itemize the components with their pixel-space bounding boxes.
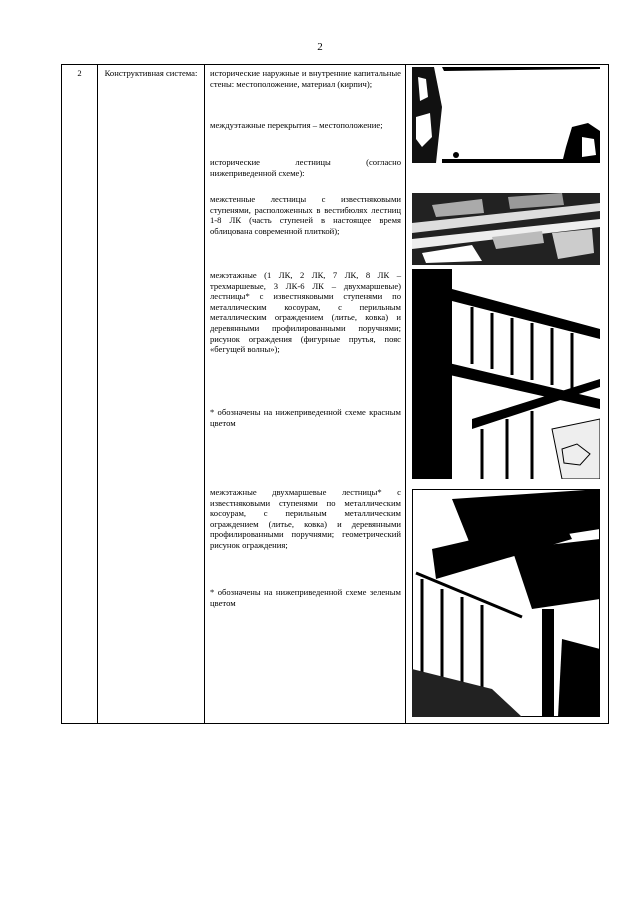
paragraph-floors: междуэтажные перекрытия – местоположение; <box>210 120 383 130</box>
photos-cell <box>406 65 609 724</box>
paragraph-walls: исторические наружные и внутренние капитальные стены: местоположение, материал (кирпич); <box>210 68 401 89</box>
row-number-cell <box>62 65 98 724</box>
table-row <box>62 65 609 724</box>
paragraph-stairs: исторические лестницы (согласно нижеприведенной схеме): <box>210 157 401 178</box>
row-number: 2 <box>77 68 82 78</box>
description-cell <box>205 65 406 724</box>
note-red: * обозначены на нижеприведенной схеме красным цветом <box>210 407 401 428</box>
photo-two-flight-stairs <box>412 489 600 717</box>
photo-steps <box>412 193 600 265</box>
category-label: Конструктивная система: <box>104 68 198 78</box>
photo-wall <box>412 67 600 163</box>
page-number: 2 <box>317 41 323 53</box>
paragraph-interfloor-stairs: межэтажные (1 ЛК, 2 ЛК, 7 ЛК, 8 ЛК – трехмаршевые, 3 ЛК-6 ЛК – двухмаршевые) лестницы* с известняковыми ступенями по металлическим косоурам, с перильным металлическим ограждением (литье, ковка) и деревянными профилированными поручнями; рисунок ограждения (фигурные прутья, пояс «бегущей волны»); <box>210 270 401 355</box>
note-green: * обозначены на нижеприведенной схеме зеленым цветом <box>210 587 401 608</box>
paragraph-two-flight-stairs: межэтажные двухмаршевые лестницы* с известняковыми ступенями по металлическим косоурам, с перильным металлическим ограждением (литье, ковка) и деревянными профилированными поручнями; геометрический рисунок ограждения; <box>210 487 401 550</box>
photo-interfloor-stairs <box>412 269 600 479</box>
category-cell <box>98 65 205 724</box>
heritage-table <box>61 64 609 724</box>
paragraph-wall-stairs: межстенные лестницы с известняковыми ступенями, расположенных в вестибюлях лестниц 1-8 ЛК (часть ступеней в настоящее время облицована современной плиткой); <box>210 194 401 236</box>
